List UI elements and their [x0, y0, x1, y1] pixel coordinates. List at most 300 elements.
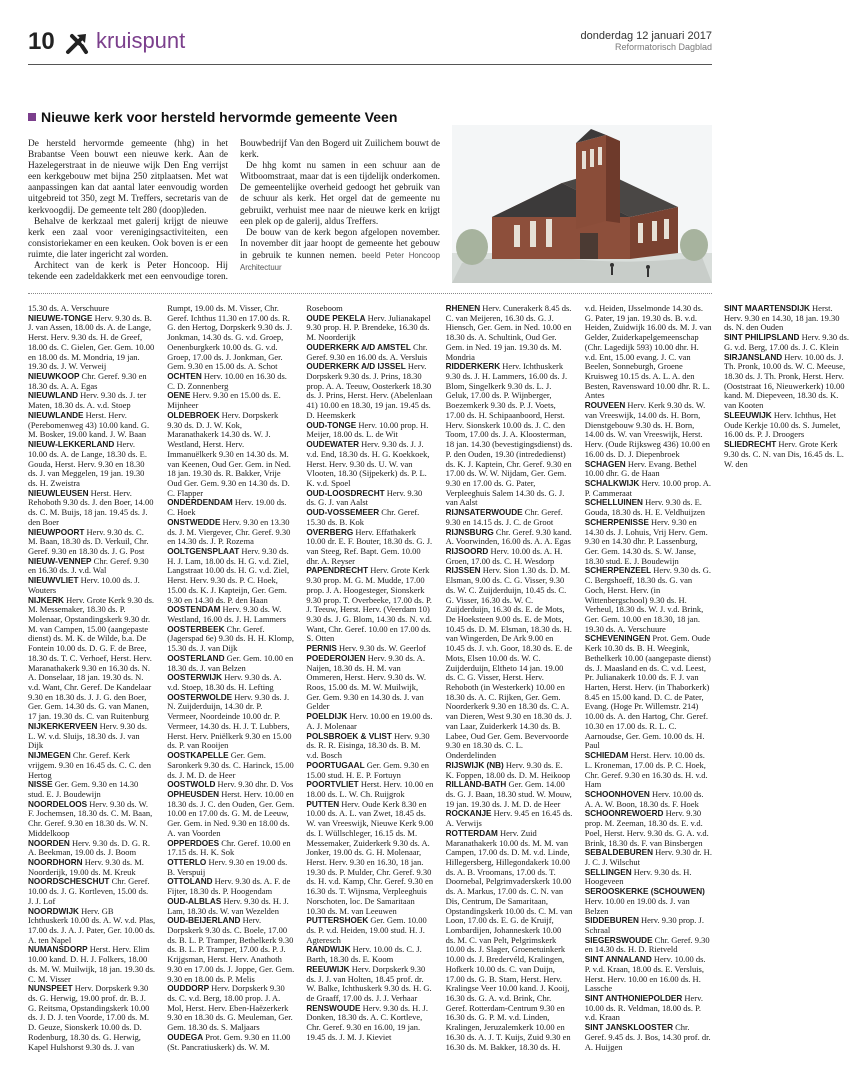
- service-entry: [28, 907, 155, 946]
- service-details: Herv. 10.00 ds. R. Veldman, 18.00 ds. P. v.d. Kraan: [584, 993, 703, 1023]
- place-name: OPPERDOES: [167, 838, 220, 848]
- service-entry: [28, 722, 155, 751]
- service-entry: [585, 994, 712, 1023]
- service-entry: [585, 887, 712, 916]
- place-name: OLDEBROEK: [167, 410, 220, 420]
- service-details: Herv. 19.00 ds. C. Hoek: [167, 497, 287, 518]
- place-name: RIJNSBURG: [445, 527, 494, 537]
- service-entry: [28, 528, 155, 557]
- place-name: ONDERDENDAM: [167, 498, 233, 508]
- service-entry: [306, 528, 433, 567]
- service-entry: [446, 809, 573, 828]
- service-details: Herv. Dorpskerk 9.30 ds. J. Prins, 18.30 prop. A. A. Teeuw, Oosterkerk 18.30 ds. J. Prins, Herst. Herv. (Abelenlaan 41) 10.00 en 18.30, 19 jan. 19.45 ds. D. Heemskerk: [306, 361, 433, 420]
- place-name: NIEUWLAND: [28, 391, 79, 401]
- place-name: PUTTERSHOEK: [306, 916, 369, 926]
- service-entry: [167, 858, 294, 877]
- place-name: SCHIEDAM: [584, 751, 629, 761]
- service-entry: [306, 916, 433, 945]
- service-details: Herv. 10.00 ds. C. J. Barth, 18.30 ds. E. Koom: [306, 944, 422, 965]
- service-entry: [28, 391, 155, 410]
- service-details: Herv. Effathakerk 10.00 dr. E. F. Bouter, 18.30 ds. G. J. van Steeg, Ref. Bapt. Gem. 10.00 dhr. A. Reyser: [306, 526, 433, 566]
- service-entry: [28, 557, 155, 576]
- service-details: Herv. Dorpskerk 9.30 ds. D. J. W. Kok, Maranathakerk 14.30 ds. W. J. Westland, Herst. Herv. Immanuëlkerk 9.30 en 14.30 ds. M. van Keenen, Oud Ger. Gem. in Ned. 18 jan. 19.30 ds. R. Bakker, Vrije Oud Ger. Gem. 9.30 en 14.30 ds. D. C. Flapper: [167, 409, 291, 498]
- newspaper-name: Reformatorisch Dagblad: [614, 42, 712, 52]
- service-entry: [306, 654, 433, 712]
- place-name: OUD-VOSSEMEER: [306, 508, 380, 518]
- service-details: Herv. 9.30 ds. A. F. de Fijter, 18.30 ds. P. Hoogendam: [167, 876, 291, 897]
- service-entry: [585, 790, 712, 809]
- service-entry: [167, 673, 294, 692]
- service-entry: [167, 518, 294, 547]
- service-entry: [167, 916, 294, 984]
- service-entry: [585, 401, 712, 459]
- place-name: POEDEROIJEN: [306, 653, 366, 663]
- header-rule: [28, 64, 712, 65]
- service-entry: [585, 1023, 712, 1052]
- place-name: POLSBROEK & VLIST: [306, 731, 392, 741]
- service-details: Chr. Geref. 9.30 en 16.30 ds. J. v.d. Wal: [28, 555, 149, 576]
- place-name: ROTTERDAM: [445, 828, 498, 838]
- place-name: POORTVLIET: [306, 780, 359, 790]
- service-entry: [306, 566, 433, 644]
- service-details: Herv. 10.00 ds. A. A. W. Boon, 18.30 ds. F. Hoek: [584, 788, 704, 809]
- service-details: Herv. Sion 1.30 ds. D. M. Elsman, 9.00 ds. C. G. Visser, 9.30 ds. W. C. Zuijderduijn, 10.45 ds. C. G. Visser, 16.30 ds. W. C. Zuijderduijn, 16.30 ds. E. de Mots, De Hoeksteen 9.00 ds. E. de Mots, 10.45 ds. D. M. Elsman, 18.30 ds. H. van Wingerden, De Ark 9.00 en 10.45 ds. J. v.h. Goor, 18.30 ds. E. de Mots, Elsen 10.00 ds. W. C. Zuijderduijn, Eltheto 14 jan. 19.00 ds. C. G. Visser, Herst. Herv. Rehoboth (in Westerkerk) 10.00 en 18.30 ds. A. C. Rijken, Ger. Gem. Noorderkerk 9.30 en 18.30 ds. C. A. van Dieren, West 9.30 en 18.30 ds. J. van Laar, Zuiderkerk 14.30 ds. B. Labee, Oud Ger. Gem. Bevervoorde 9.30 en 18.30 ds. C. L. Onderdelinden: [445, 565, 573, 761]
- place-name: PUTTEN: [306, 799, 340, 809]
- service-entry: [306, 508, 433, 527]
- news-article: [28, 109, 712, 284]
- service-details: Herv. 9.30 ds. L. W. v.d. Sluijs, 18.30 ds. J. van Dijk: [28, 720, 147, 751]
- article-body: [28, 139, 440, 283]
- service-details: Herv. 10.00 en 19.00 ds. J. van Belzen: [584, 895, 690, 916]
- crossroads-logo-icon: [66, 32, 92, 54]
- place-name: SCHAGEN: [584, 459, 626, 469]
- service-details: Herv. 9.30 ds. R. R. Eisinga, 18.30 ds. B. M. v.d. Bosch: [306, 730, 430, 761]
- place-name: SLEEUWIJK: [723, 410, 772, 420]
- place-name: RIJSSEN: [445, 566, 481, 576]
- place-name: POELDIJK: [306, 712, 348, 722]
- place-name: RENSWOUDE: [306, 1003, 361, 1013]
- service-details: Herv. 10.00 en 16.30 ds. C. D. Zonnenberg: [167, 371, 287, 391]
- place-name: OOSTKAPELLE: [167, 751, 229, 761]
- service-entry: [28, 751, 155, 780]
- service-details: Chr. Geref. (Jagerspad 6e) 9.30 ds. H. H. Klomp, 15.30 ds. J. van Dijk: [167, 623, 294, 654]
- service-details: Herv. 9.30 ds. W. Geerlof: [338, 643, 426, 654]
- place-name: OTTOLAND: [167, 877, 213, 887]
- service-entry: [585, 848, 712, 867]
- service-details: Chr. Geref. 10.00 en 17.15 ds. H. K. Sok: [167, 837, 291, 858]
- service-entry: [28, 945, 155, 984]
- page-number: 10: [28, 28, 55, 55]
- place-name: SCHERPENZEEL: [584, 566, 652, 576]
- service-entry: [306, 362, 433, 420]
- place-name: OOSTERLAND: [167, 653, 225, 663]
- service-entry: [306, 761, 433, 780]
- service-details: Chr. Geref. 9.30 en 18.30 ds. A. A. Egas: [28, 371, 147, 391]
- service-entry: [167, 498, 294, 517]
- place-name: OPHEUSDEN: [167, 789, 220, 799]
- service-entry: [585, 634, 712, 751]
- service-entry: [585, 518, 712, 567]
- service-entry: [585, 460, 712, 479]
- place-name: OUDE PEKELA: [306, 313, 366, 323]
- place-name: SCHOONHOVEN: [584, 789, 650, 799]
- service-details: Herv. 9.30 ds. A. Naijen, 18.30 ds. H. M. van Ommeren, Herst. Herv. 9.30 ds. W. Roos, 15.00 ds. M. W. Muilwijk, Ger. Gem. 9.30 en 14.30 ds. J. van Gelder: [306, 652, 426, 712]
- place-name: RIJSOORD: [445, 546, 489, 556]
- service-entry: [167, 839, 294, 858]
- service-entry: [28, 800, 155, 839]
- place-name: SINT PHILIPSLAND: [723, 333, 800, 343]
- service-details: Herv. 9.30 ds. M. Noorderijk, 19.00 ds. M. Kreuk: [28, 856, 144, 877]
- service-details: Herv. 10.00 ds. J. Th. Pronk, 10.00 ds. W. C. Meeuse, 18.30 ds. J. Th. Pronk, Herst. Herv. (Ooststraat 16, Nieuwerkerk) 10.00 kand. M. Diepeveen, 18.30 ds. K. van Kooten: [723, 351, 846, 411]
- issue-date: donderdag 12 januari 2017: [580, 30, 712, 42]
- service-entry: [167, 654, 294, 673]
- place-name: NOORDEN: [28, 838, 70, 848]
- service-details: Herv. 9.30 ds. W. F. Jochemsen, 18.30 ds. C. M. Baan, Chr. Geref. 9.30 en 18.30 ds. W. N. Middelkoop: [28, 798, 153, 838]
- place-name: OOSTERWIJK: [167, 673, 223, 683]
- church-rendering-image: [452, 125, 712, 283]
- place-name: OUDEGA: [167, 1032, 204, 1042]
- service-details: Herst. Herv. 9.30 en 14.30, 18 jan. 19.30 ds. N. den Ouden: [723, 303, 840, 333]
- service-details: Herv. 9.30 ds. G. v.d. Berg, 17.00 ds. J. C. Klein: [723, 332, 849, 352]
- service-details: Herv. Ichthus, Het Oude Kerkje 10.00 ds. S. Jumelet, 16.00 ds. P. J. Droogers: [723, 409, 841, 440]
- service-details: Herv. Dorpskerk 9.30 ds. C. v.d. Berg, 18.00 prop. J. A. Mol, Herst. Herv. Eben-Haëzerkerk 9.30 en 18.30 ds. G. Meuleman, Ger. Gem. 18.30 ds. S. Maljaars: [167, 983, 293, 1033]
- service-details: Herv. 9.30 prop. J. Schraal: [584, 915, 704, 935]
- service-details: Herv. Grote Kerk 9.30 prop. M. G. M. Mudde, 17.00 prop. J. A. Hoogesteger, Sionskerk 9.30 prop. T. Overbeeke, 17.00 ds. P. J. Teeuw, Herst. Herv. (Veerdam 10) 9.30 ds. J. G. Blom, 14.30 ds. N. v.d. Want, Chr. Geref. 10.00 en 17.00 ds. S. Otten: [306, 565, 432, 644]
- place-name: NIJKERK: [28, 595, 64, 605]
- service-details: Herv. 9.30 ds. G. C. Bergshoeff, 18.30 ds. G. van Goch, Herst. Herv. (in Wittenbergschool) 9.30 ds. H. Verheul, 18.30 ds. W. J. v.d. Brink, Ger. Gem. 10.00 en 18.30, 18 jan. 19.30 ds. A. Verschuure: [584, 565, 712, 634]
- service-details: Herv. 10.00 ds. P. v.d. Kraan, 18.00 ds. E. Versluis, Herst. Herv. 10.00 en 16.00 ds. H. Lassche: [584, 954, 706, 994]
- place-name: OUD-BEIJERLAND: [167, 916, 241, 926]
- place-name: RIJSWIJK (NB): [445, 760, 504, 770]
- service-entry: [167, 897, 294, 916]
- place-name: RILLAND-BATH: [445, 780, 507, 790]
- service-details: Herv. 9.30 prop. M. Zeeman, 18.30 ds. E. v.d. Poel, Herst. Herv. 9.30 ds. G. A. v.d. Brink, 18.30 ds. F. van Binsbergen: [584, 808, 709, 848]
- service-entry: [306, 780, 433, 799]
- service-details: Herv. Julianakapel 9.30 prop. H. P. Brendeke, 16.30 ds. M. Noorderijk: [306, 312, 431, 343]
- place-name: OOLTGENSPLAAT: [167, 546, 240, 556]
- service-details: Herv. Grote Kerk 9.30 ds. M. Messemaker, 18.30 ds. P. Molenaar, Opstandingskerk 9.30 dr. M. van Campen, 15.00 (aangepaste dienst) ds. M. K. de Wilde, b.a. De Fontein 10.00 ds. D. G. F. de Bree, 18.30 ds. T. C. Verhoef, Herst. Herv. Maranathakerk 9.30 en 16.30 ds. N. A. Donselaar, 18 jan. 19.30 ds. N. v.d. Want, Chr. Geref. De Kandelaar 9.30 en 18.30 ds. J. J. G. den Boer, Ger. Gem. 14.30 ds. G. van Manen, 17 jan. 19.30 ds. C. van Ruitenburg: [28, 594, 155, 722]
- service-details: Herst. Herv. 10.00 en 18.30 ds. J. C. den Ouden, Ger. Gem. 10.00 en 17.00 ds. G. M. de Leeuw, Ger. Gem. in Ned. 9.30 en 18.00 ds. A. van Voorden: [167, 788, 295, 838]
- place-name: NIEUW-LEKKERLAND: [28, 440, 115, 450]
- place-name: OCHTEN: [167, 372, 202, 382]
- service-entry: [167, 625, 294, 654]
- service-entry: [167, 372, 294, 391]
- service-entry: [306, 712, 433, 731]
- service-details: Herst. Herv. 10.00 en 18.00 ds. L. W. Ch. Ruijgrok: [306, 779, 434, 799]
- service-details: Herv. 9.30 ds. J. N. Zuijderduijn, 14.30 dr. P. Vermeer, Noordeinde 10.00 dr. P. Vermeer, 14.30 ds. H. J. T. Lubbers, Herst. Herv. Pniëlkerk 9.30 en 15.00 ds. P. van Rooijen: [167, 691, 292, 751]
- service-details: Herv. 10.00 en 19.00 ds. A. J. Molenaar: [306, 711, 433, 731]
- place-name: SLIEDRECHT: [723, 440, 777, 450]
- service-entry: [724, 440, 851, 469]
- place-name: NIEUWE-TONGE: [28, 313, 93, 323]
- service-entry: [585, 566, 712, 634]
- service-details: Herv. 10.00 ds. A. H. Groen, 17.00 ds. C. H. Wesdorp: [445, 545, 563, 566]
- service-details: Herv. Evang. Bethel 10.00 dhr. G. de Haan: [584, 458, 697, 479]
- service-entry: [306, 314, 433, 343]
- service-entry: [724, 411, 851, 440]
- place-name: RIDDERKERK: [445, 362, 501, 372]
- place-name: SINT MAARTENSDIJK: [723, 304, 810, 313]
- service-entry: [585, 479, 712, 498]
- service-entry: [167, 984, 294, 1033]
- service-entry: [167, 411, 294, 498]
- service-details: Herv. 9.30 ds. H. J. Donken, 18.30 ds. A. C. Kortleve, Chr. Geref. 9.30 en 16.00, 19 jan. 19.45 ds. J. M. J. Kieviet: [306, 1002, 428, 1042]
- service-details: Herv. 9.30 ds. J. J. v.d. End, 18.30 ds. H. G. Koekkoek, Herst. Herv. 9.30 ds. U. W. van Vlooten, 18.30 (Sijpekerk) ds. P. L. K. v.d. Spoel: [306, 439, 430, 488]
- service-details: Herv. 9.30 ds. E. K. Foppen, 18.00 ds. D. M. Heikoop: [445, 759, 571, 780]
- photo-credit: beeld Peter Honcoop Architectuur: [240, 250, 440, 273]
- service-entry: [306, 732, 433, 761]
- service-details: Prot. Gem. Oude Kerk 10.30 ds. B. H. Weegink, Bethelkerk 10.00 (aangepaste dienst) ds. J. Maasland en ds. C. v.d. Leest, Pr. Julianakerk 10.00 ds. F. J. van Harten, Herst. Herv. (in Thaborkerk) 8.45 en 15.00 kand. D. C. de Pater, Evang. (Hoge Pr. Willemstr. 214) 10.00 ds. A. den Hartog, Chr. Geref. 10.30 en 17.00 ds. R. L. C. Aarnoudse, Ger. Gem. 10.00 ds. H. Paul: [584, 633, 711, 751]
- square-bullet-icon: [28, 113, 36, 121]
- place-name: SCHELLUINEN: [584, 498, 643, 508]
- service-details: Herv. GB Ichthuskerk 10.00 ds. A. W. v.d. Plas, 17.00 ds. J. A. J. Pater, Ger. 10.00 ds. A. ten Napel: [28, 905, 156, 945]
- service-entry: [28, 489, 155, 528]
- service-details: Herv. 9.30 ds. J. ter Maten, 18.30 ds. A. v.d. Stoep: [28, 390, 147, 411]
- service-entry: [306, 489, 433, 508]
- place-name: SIEGERSWOUDE: [584, 935, 653, 945]
- service-details: Herst. Herv. (Perebomenweg 43) 10.00 kand. G. M. Bosker, 19.00 kand. J. W. Baan: [28, 409, 150, 440]
- service-details: Herv. Dorpskerk 9.30 ds. J. J. van Holten, 18.45 prof. dr. W. Balke, Ichthuskerk 9.30 ds. H. G. de Graaff, 17.00 ds. J. J. Verhaar: [306, 963, 432, 1004]
- place-name: ROUVEEN: [584, 401, 626, 411]
- article-paragraph: De hersteld hervormde gemeente (hhg) in het Brabantse Veen bouwt een nieuwe kerk. Aan de Hazelegerstraat in de nieuwe wijk Den Eng verrijst een kerkgebouw met bijna 250 zitplaatsen. Met wat aanpassingen kan dat aantal later eenvoudig worden uitgebreid tot 350, zegt M. Treffers, secretaris van de kerkvoogdij. De gemeente telt 280 (doop)leden.: [28, 139, 228, 216]
- service-details: Herv. 9.30 ds. D. G. R. A. Beekman, 19.00 ds. J. Boom: [28, 837, 151, 858]
- article-paragraph: Architect van de kerk is Peter Honcoop. Hij tekende een zadeldakkerk met een eenvoudige toren. Bouwbedrijf Van den Bogerd uit Zuilichem bouwt de kerk.: [28, 139, 440, 283]
- service-entry: [724, 353, 851, 411]
- place-name: SINT ANNALAND: [584, 955, 652, 965]
- service-entry: [306, 343, 433, 362]
- service-details: Herv. 9.30 en 14.30 ds. J. Lohuis, Vrij Herv. Gem. 9.30 en 14.30 dhr. P. Lassenburg, Ger. Gem. 14.30 ds. S. W. Janse, 18.30 stud. E. J. Boudewijn: [584, 516, 708, 566]
- place-name: NOORDSCHESCHUT: [28, 877, 110, 887]
- service-details: Herv. Dorpskerk 9.30 ds. G. Herwig, 19.00 prof. dr. B. J. G. Reitsma, Opstandingskerk 10.00 ds. J. D. J. ten Voorde, 17.00 ds. M. D. Geuze, Sionskerk 10.00 ds. D. Rodenburg, 18.30 ds. G. Herwig, Kapel Hulshorst 9.30 ds. J. van Rumpt, 19.00 ds. M. Visser, Chr. Geref. Ichthus 11.30 en 17.00 ds. R. G. den Hertog, Dorpskerk 9.30 ds. J. Jonkman, 14.30 ds. G. v.d. Groep, Oenenburgkerk 10.00 ds. G. v.d. Groep, 17.00 ds. J. Jonkman, Ger. Gem. 9.30 en 15.00 ds. A. Schot: [28, 303, 293, 1052]
- service-entry: [28, 411, 155, 440]
- service-entry: [167, 877, 294, 896]
- place-name: SCHOONREWOERD: [584, 809, 664, 819]
- service-details: Herv. 9.30 ds. C. M. Baan, 18.30 ds. D. Verkuil, Chr. Geref. 9.30 en 18.30 ds. J. G. Post: [28, 526, 149, 556]
- place-name: NIEUWLEUSEN: [28, 488, 89, 498]
- service-entry: [28, 877, 155, 906]
- service-details: Ger. Gem. 10.00 en 18.30 ds. J. van Belzen: [167, 652, 294, 673]
- service-details: Herst. Herv. Elim 10.00 kand. D. H. J. Folkers, 18.00 ds. M. W. Muilwijk, 18 jan. 19.30 ds. C. M. Visser: [28, 944, 156, 984]
- service-details: Herv. 9.45 en 16.45 ds. A. Verwijs: [445, 808, 573, 829]
- service-details: Prot. Gem. 9.30 en 11.00 (St. Pancratiuskerk) ds. W. M. Roseboom: [167, 303, 343, 1052]
- service-details: Herv. 10.00 prop. H. Meijer, 18.00 ds. L. de Wit: [306, 419, 429, 440]
- service-details: Herv. 9.30 ds. W. Westland, 16.00 ds. J. H. Lammers: [167, 604, 286, 624]
- place-name: OOSTENDAM: [167, 605, 221, 615]
- service-entry: [28, 780, 155, 799]
- service-entry: [306, 421, 433, 440]
- place-name: NIEUWPOORT: [28, 527, 85, 537]
- separator-rule: [28, 293, 712, 294]
- service-details: Chr. Geref. 9.30 kand. A. Voorwinden, 16.00 ds. A. A. Egas: [445, 526, 572, 547]
- place-name: SEBALDEBUREN: [584, 848, 653, 858]
- service-details: Herv. 9.30 ds. G. J. van Aalst: [306, 487, 423, 508]
- place-name: NISSE: [28, 780, 53, 790]
- place-name: OUDDORP: [167, 984, 210, 994]
- service-entry: [167, 391, 294, 410]
- service-details: Herv. 9.30 ds. E. Gouda, 18.30 ds. H. E. Veldhuijzen: [584, 497, 705, 518]
- place-name: SIRJANSLAND: [723, 352, 783, 362]
- place-name: OUDERKERK A/D AMSTEL: [306, 342, 411, 352]
- service-entry: [585, 809, 712, 848]
- place-name: PAPENDRECHT: [306, 566, 369, 576]
- place-name: NIEUWKOOP: [28, 372, 80, 382]
- service-entry: [446, 761, 573, 780]
- place-name: OUD-TONGE: [306, 420, 357, 430]
- service-details: Herv. 10.00 ds. J. Wouters: [28, 575, 140, 595]
- place-name: SELLINGEN: [584, 867, 632, 877]
- place-name: OVERBERG: [306, 527, 354, 537]
- service-details: Herv. Grote Kerk 9.30 ds. C. N. van Dis, 16.45 ds. L. W. den: [723, 439, 844, 469]
- place-name: SINT ANTHONIEPOLDER: [584, 994, 683, 1004]
- service-details: Herv. 9.30 ds. H. Hoogeveen: [584, 866, 692, 887]
- place-name: OUD-ALBLAS: [167, 896, 222, 906]
- service-entry: [585, 916, 712, 935]
- service-details: Herv. Zuid Maranathakerk 10.00 ds. M. M. van Campen, 17.00 ds. D. M. v.d. Linde, Hillegersberg, Hillegondakerk 10.00 ds. A. B. Vroomans, 17.00 ds. T. Doornebal, Pelgrimvaderskerk 10.00 ds. A. Markus, 17.00 ds. C. N. van Dis, Centrum, De Samaritaan, Opstandingskerk 10.00 ds. C. M. van Loon, 17.00 ds. E. G. de Kruijf, Lombardijen, Johanneskerk 10.00 ds. M. C. van Pelt, Pelgrimskerk 10.00 ds. J. Slager, Groenetuinkerk 10.00 ds. J. Bredervéld, Kralingen, Hofkerk 10.00 ds. C. van Duijn, 17.00 ds. G. B. Stam, Herst. Herv. Kralingse Veer 10.00 kand. J. Kooij, 16.30 ds. G. A. v.d. Brink, Chr. Geref. Rotterdam-Centrum 9.30 en 16.30 ds. G. P. M. v.d. Linden, Kralingen, Jeruzalemkerk 10.00 en 16.30 ds. A. J. T. Kuijs, Zuid 9.30 en 16.30 ds. M. Bakker, 18.30 ds. H. v.d. Heiden, IJsselmonde 14.30 ds. G. Pater, 19 jan. 19.30 ds. B. v.d. Heiden, Zuidwijk 16.00 ds. M. J. van Gelder, Zuiderkapelgemeenschap (Chr. Lagedijk 593) 10.00 dhr. H. v.d. Ent, 15.00 evang. J. C. van Beelen, Sonneburgh, Groene Kruisweg 10.15 ds. A. L. A. den Besten, Ravensward 10.00 dhr. R. L. Antes: [445, 303, 712, 1052]
- place-name: RIJNSATERWOUDE: [445, 508, 523, 518]
- service-entry: [585, 955, 712, 994]
- service-details: Ger. Gem. 9.30 en 15.00 stud. H. E. P. Fortuyn: [306, 759, 430, 780]
- service-entry: [446, 547, 573, 566]
- service-entry: [306, 800, 433, 917]
- page-header: [28, 28, 712, 58]
- article-paragraph: De bouw van de kerk begon afgelopen november. In november dit jaar hoopt de gemeente het gebouw in gebruik te kunnen nemen. beeld Peter Honcoop Architectuur: [240, 227, 440, 273]
- place-name: NIEUWVLIET: [28, 576, 79, 586]
- place-name: OUDEWATER: [306, 440, 359, 450]
- place-name: SCHEVENINGEN: [584, 634, 651, 644]
- place-name: RANDWIJK: [306, 945, 351, 955]
- service-entry: [585, 868, 712, 887]
- service-details: Chr. Geref. 9.30 en 14.30 ds. H. D. Rietveld: [584, 934, 710, 955]
- service-details: Herv. 9.30 dhr. D. Vos: [217, 779, 294, 790]
- service-details: Chr. Geref. 9.30 en 16.00 ds. A. Versluis: [306, 341, 428, 362]
- service-entry: [446, 508, 573, 527]
- service-details: Herv. 9.30 en 15.00 ds. E. Mijnheer: [167, 390, 281, 411]
- article-paragraph: De hhg komt nu samen in een schuur aan de Witboomstraat, maar dat is een tijdelijk onderkomen. De gemeentelijke overheid gedoogt het gebruik van de schuur als kerk. Het orgel dat de gemeente nu gebruikt, verhuist mee naar de nieuwe kerk en krijgt een plek op de galerij, aldus Treffers.: [240, 161, 440, 227]
- place-name: NIJMEGEN: [28, 751, 71, 761]
- place-name: PERNIS: [306, 644, 337, 654]
- place-name: NIJKERKERVEEN: [28, 721, 98, 731]
- article-paragraph: Behalve de kerkzaal met galerij krijgt de nieuwe kerk een zaal voor verenigingsactiviteiten, een consistoriekamer en een keuken. Ook boven is er een ruimte, die later ingericht zal worden.: [28, 216, 228, 260]
- service-details: Herv. 9.30 en 19.00 ds. B. Verspuij: [167, 856, 288, 877]
- service-entry: [28, 858, 155, 877]
- place-name: SINT JANSKLOOSTER: [584, 1023, 674, 1033]
- place-name: SCHERPENISSE: [584, 517, 649, 527]
- place-name: NIEUW-VENNEP: [28, 556, 92, 566]
- place-name: ROCKANJE: [445, 809, 492, 819]
- service-entry: [167, 790, 294, 839]
- service-entry: [446, 304, 573, 362]
- place-name: NUMANSDORP: [28, 945, 88, 955]
- service-entry: [306, 965, 433, 1004]
- place-name: NOORDELOOS: [28, 799, 88, 809]
- place-name: NOORDHORN: [28, 857, 83, 867]
- place-name: REEUWIJK: [306, 964, 350, 974]
- service-entry: [167, 751, 294, 780]
- service-entry: [28, 839, 155, 858]
- service-details: Herv. 9.30 ds. H. J. Lam, 18.00 ds. H. G. v.d. Ziel, Langstraat 10.00 ds. H. G. v.d. Ziel, Herst. Herv. 9.30 ds. P. C. Hoek, 15.00 ds. K. J. Kapteijn, Ger. Gem. 9.30 en 14.30 ds. P. den Haan: [167, 545, 290, 605]
- service-details: Herv. 9.30 ds. H. J. Lam, 18.30 ds. W. van Wezelden: [167, 895, 289, 916]
- service-details: Herst. Herv. Rehoboth 9.30 ds. J. den Boer, 14.00 ds. C. M. Buijs, 18 jan. 19.45 ds. J. den Boer: [28, 487, 154, 527]
- place-name: RHENEN: [445, 304, 481, 313]
- place-name: OOSTERWOLDE: [167, 692, 233, 702]
- service-entry: [306, 945, 433, 964]
- place-name: OOSTWOLD: [167, 780, 216, 790]
- service-details: Herv. Cunerakerk 8.45 ds. C. van Meijeren, 16.30 ds. G. J. Hiensch, Ger. Gem. in Ned. 10.00 en 18.30 ds. A. Schultink, Oud Ger. Gem. in Ned. 19 jan. 19.30 ds. M. Mondria: [445, 303, 572, 362]
- service-details: Chr. Geref. Kerk vrijgem. 9.30 en 16.45 ds. C. C. den Hertog: [28, 750, 152, 780]
- service-details: Ger. Gem. Saronkerk 9.30 ds. C. Harinck, 15.00 ds. J. M. D. de Heer: [167, 750, 294, 780]
- church-services-list: [28, 303, 849, 1060]
- service-details: Herv. 10.00 prop. A. P. Cammeraat: [584, 477, 712, 498]
- service-entry: [306, 440, 433, 489]
- place-name: OUDERKERK A/D IJSSEL: [306, 362, 406, 372]
- service-details: Ger. Gem. 10.00 ds. P. v.d. Heiden, 19.00 stud. H. J. Agteresch: [306, 915, 427, 945]
- service-entry: [585, 751, 712, 790]
- service-entry: [724, 333, 851, 352]
- service-details: Chr. Geref. 15.30 ds. B. Kok: [306, 507, 420, 527]
- place-name: SIDDEBUREN: [584, 916, 639, 926]
- service-details: Herv. 9.30 en 13.30 ds. J. M. Viergever, Chr. Geref. 9.30 en 14.30 ds. J. P. Rozema: [167, 516, 291, 547]
- service-entry: [28, 314, 155, 372]
- service-entry: [585, 498, 712, 517]
- service-details: Herv. 9.30 dr. H. J. C. J. Wilschut: [584, 847, 712, 867]
- service-entry: [167, 605, 294, 624]
- service-details: Herst. Herv. 10.00 ds. L. Kroneman, 17.00 ds. P. C. Hoek, Chr. Geref. 9.30 en 16.30 ds. H. v.d. Ham: [584, 750, 708, 790]
- service-details: Ger. Gem. 14.00 ds. G. J. Baan, 18.30 stud. W. Mouw, 19 jan. 19.30 ds. J. M. D. de Heer: [445, 779, 572, 809]
- place-name: OOSTERBEEK: [167, 624, 225, 634]
- service-entry: [28, 576, 155, 595]
- place-name: OTTERLO: [167, 857, 207, 867]
- place-name: NIEUWLANDE: [28, 410, 84, 420]
- service-entry: [167, 547, 294, 605]
- header-meta: [580, 30, 712, 52]
- service-entry: [446, 566, 573, 760]
- service-entry: [446, 362, 573, 508]
- service-entry: [306, 1004, 433, 1043]
- place-name: NUNSPEET: [28, 984, 73, 994]
- service-details: Chr. Geref. 9.45 ds. J. Bos, 14.30 prof. dr. A. Huijgen: [584, 1022, 711, 1052]
- service-details: Herv. Oude Kerk 8.30 en 10.00 ds. A. L. van Zwet, 18.45 ds. W. van Vreeswijk, Nieuwe Kerk 9.00 ds. I. Wüllschleger, 16.15 ds. M. Messemaker, Zuiderkerk 9.30 ds. A. Jonker, 19.00 ds. G. H. Molenaar, Herst. Herv. 9.30 en 16.30, 18 jan. 19.30 ds. P. Mulder, Chr. Geref. 9.30 ds. H. v.d. Kamp, Chr. Geref. 9.30 en 16.30 ds. T. Wijnsma, Verpleeghuis Norschoten, loc. De Samaritaan 10.30 ds. M. van Leeuwen: [306, 798, 434, 916]
- place-name: SCHALKWIJK: [584, 478, 640, 488]
- service-entry: [724, 304, 851, 333]
- service-entry: [28, 372, 155, 391]
- service-entry: [167, 693, 294, 751]
- service-details: Chr. Geref. 9.30 en 14.15 ds. J. C. de Groot: [445, 507, 563, 527]
- place-name: SEROOSKERKE (SCHOUWEN): [584, 887, 705, 897]
- service-entry: [446, 780, 573, 809]
- service-details: Herv. Ichthuskerk 9.30 ds. J. H. Lammers, 16.00 ds. J. Blom, Singelkerk 9.30 ds. L. J. Geluk, 17.00 ds. P. Wijnberger, Boezemkerk 9.30 ds. P. J. Voets, 17.00 ds. H. Schipaanboord, Herst. Herv. Sionskerk 10.00 ds. J. C. den Toom, 17.00 ds. J. A. Kloosterman, 18 jan. 14.30 (bevestigingsdienst) ds. P. den Ouden, 19.30 (intrededienst) ds. K. J. Kaptein, Chr. Geref. 9.30 en 17.00 ds. W. W. Nijdam, Ger. Gem. 9.30 en 17.00 ds. G. Pater, Verpleeghuis Salem 14.30 ds. G. J. van Aalst: [445, 361, 573, 508]
- article-headline: [28, 109, 397, 125]
- section-title: kruispunt: [96, 28, 186, 53]
- place-name: OUD-LOOSDRECHT: [306, 488, 385, 498]
- service-entry: [585, 936, 712, 955]
- service-details: 15.30 ds. A. Verschuure: [28, 303, 110, 313]
- service-details: Herv. Kerk 9.30 ds. W. van Vreeswijk, 14.00 ds. H. Born, Dienstgebouw 9.30 ds. H. Born, 14.00 ds. W. van Vreeswijk, Herst. Herv. (Oude Rijksweg 436) 10.00 en 16.00 ds. D. J. Diepenbroek: [584, 400, 711, 459]
- place-name: NOORDWIJK: [28, 906, 79, 916]
- service-details: Herv. 9.30 ds. B. J. van Assen, 18.00 ds. A. de Lange, Herst. Herv. 9.30 ds. H. de Greef, 18.00 ds. C. Gielen, Ger. Gem. 10.00 en 18.00 ds. M. Mondria, 19 jan. 19.30 ds. J. W. Verweij: [28, 312, 155, 372]
- service-details: Chr. Geref. 10.00 ds. J. G. Kortleven, 15.00 ds. J. J. Lof: [28, 876, 150, 906]
- place-name: ONSTWEDDE: [167, 517, 221, 527]
- place-name: OENE: [167, 391, 191, 401]
- service-details: Herv. Dorpskerk 9.30 ds. C. Boele, 17.00 ds. B. L. P. Tramper, Bethelkerk 9.30 ds. B. L. P. Tramper, 17.00 ds. P. J. Krijgsman, Herst. Herv. Anathoth 9.30 en 17.00 ds. J. Joppe, Ger. Gem. 9.30 en 18.00 ds. P. Melis: [167, 915, 295, 984]
- place-name: POORTUGAAL: [306, 760, 365, 770]
- service-details: Herv. 9.30 ds. A. v.d. Stoep, 18.30 ds. H. Lefting: [167, 672, 282, 693]
- service-entry: [28, 440, 155, 489]
- service-entry: [446, 528, 573, 547]
- service-entry: [28, 596, 155, 722]
- service-details: Herv. 10.00 ds. A. de Lange, 18.30 ds. E. Gouda, Herst. Herv. 9.30 en 18.30 ds. J. van Meggelen, 19 jan. 19.30 ds. H. Zweistra: [28, 439, 147, 488]
- service-details: Ger. Gem. 9.30 en 14.30 stud. E. J. Boudewijn: [28, 779, 139, 799]
- article-title: Nieuwe kerk voor hersteld hervormde gemeente Veen: [41, 109, 398, 125]
